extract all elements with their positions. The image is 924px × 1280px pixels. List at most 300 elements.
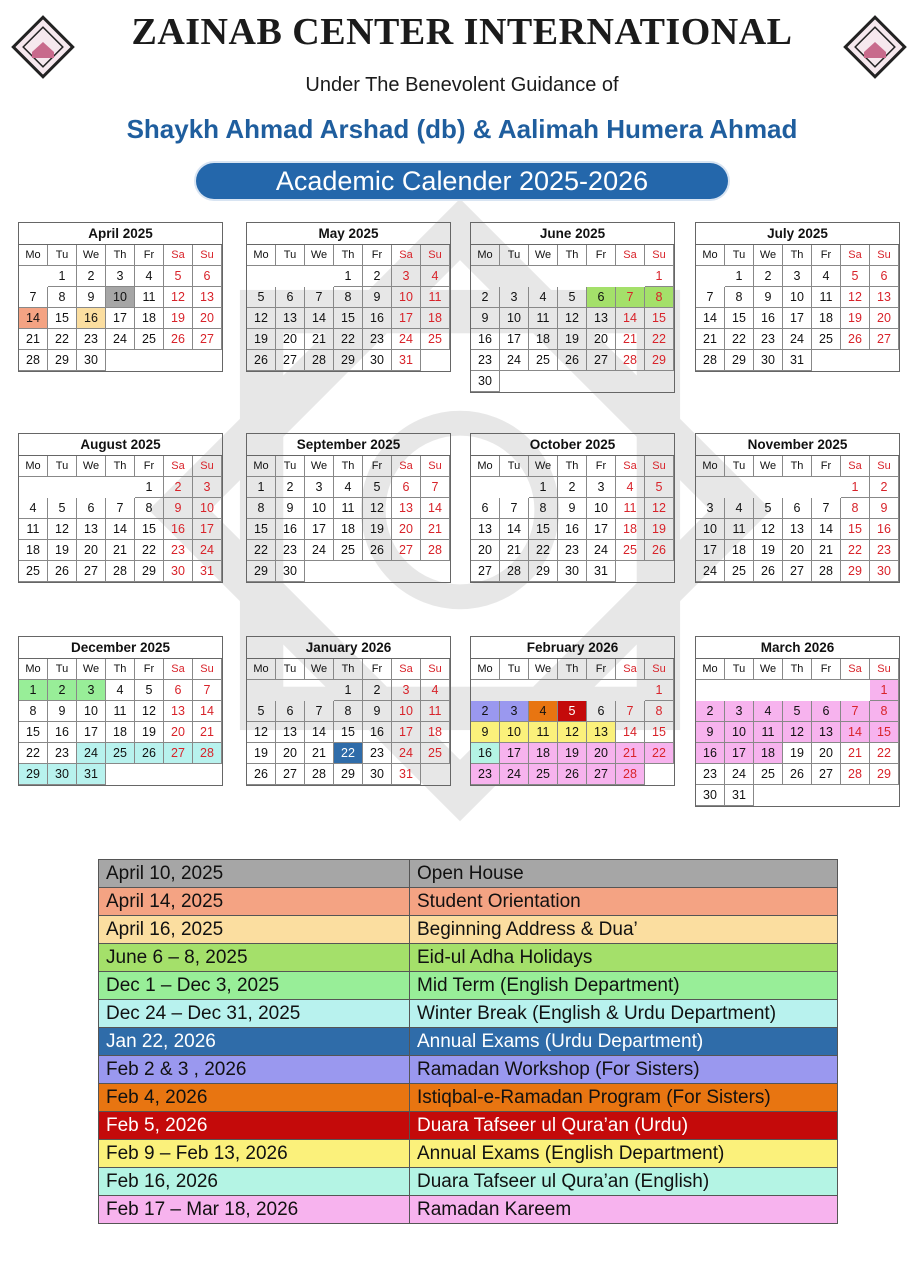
day-cell: 21: [193, 722, 222, 743]
empty-day-cell: [529, 371, 558, 392]
event-date: Feb 17 – Mar 18, 2026: [99, 1196, 410, 1224]
weekday-header: Sa: [841, 245, 870, 266]
empty-day-cell: [645, 561, 674, 582]
empty-day-cell: [558, 371, 587, 392]
day-cell: 21: [696, 329, 725, 350]
day-cell: 18: [19, 540, 48, 561]
day-cell: 8: [135, 498, 164, 519]
day-cell: 11: [421, 701, 450, 722]
day-cell: 30: [558, 561, 587, 582]
day-cell: 10: [193, 498, 222, 519]
day-cell: 5: [164, 266, 193, 287]
day-cell: 7: [696, 287, 725, 308]
day-cell: 5: [558, 287, 587, 308]
day-cell: 3: [305, 477, 334, 498]
event-date: Dec 1 – Dec 3, 2025: [99, 972, 410, 1000]
day-cell: 22: [841, 540, 870, 561]
day-cell: 2: [276, 477, 305, 498]
weekday-header: We: [77, 659, 106, 680]
day-cell: 21: [616, 329, 645, 350]
day-cell: 5: [645, 477, 674, 498]
day-cell: 7: [193, 680, 222, 701]
event-name: Mid Term (English Department): [410, 972, 838, 1000]
empty-day-cell: [587, 680, 616, 701]
day-cell: 29: [48, 350, 77, 371]
empty-day-cell: [558, 266, 587, 287]
event-row: [99, 916, 838, 944]
day-cell: 6: [276, 287, 305, 308]
day-cell: 19: [363, 519, 392, 540]
day-cell: 2: [870, 477, 899, 498]
day-cell: 1: [247, 477, 276, 498]
empty-day-cell: [841, 350, 870, 371]
day-cell: 27: [587, 764, 616, 785]
day-cell: 31: [392, 350, 421, 371]
day-cell: 2: [363, 266, 392, 287]
day-cell: 18: [421, 308, 450, 329]
day-cell: 8: [645, 287, 674, 308]
day-cell: 18: [334, 519, 363, 540]
day-cell: 10: [500, 722, 529, 743]
day-cell: 24: [193, 540, 222, 561]
weekday-header: Fr: [812, 659, 841, 680]
day-cell: 26: [558, 350, 587, 371]
day-cell: 3: [106, 266, 135, 287]
day-cell: 28: [193, 743, 222, 764]
event-row: [99, 972, 838, 1000]
day-cell: 3: [392, 266, 421, 287]
weekday-header: Mo: [247, 659, 276, 680]
day-cell: 10: [392, 701, 421, 722]
weekday-header: Fr: [363, 659, 392, 680]
weekday-header: We: [305, 659, 334, 680]
event-row: [99, 1140, 838, 1168]
day-cell: 7: [421, 477, 450, 498]
day-cell: 5: [363, 477, 392, 498]
day-cell: 12: [135, 701, 164, 722]
day-cell: 29: [334, 350, 363, 371]
day-cell: 6: [587, 701, 616, 722]
day-cell: 19: [247, 329, 276, 350]
month-title: October 2025: [471, 434, 674, 456]
day-cell: 20: [587, 743, 616, 764]
day-cell: 22: [247, 540, 276, 561]
day-cell: 27: [392, 540, 421, 561]
day-cell: 9: [471, 722, 500, 743]
weekday-header: Mo: [471, 456, 500, 477]
event-row: [99, 1196, 838, 1224]
month-calendar: [246, 636, 451, 786]
month-title: July 2025: [696, 223, 899, 245]
event-row: [99, 1028, 838, 1056]
day-cell: 20: [276, 743, 305, 764]
day-cell: 24: [500, 764, 529, 785]
day-cell: 9: [471, 308, 500, 329]
weekday-header: Tu: [725, 659, 754, 680]
empty-day-cell: [645, 764, 674, 785]
day-cell: 3: [783, 266, 812, 287]
day-cell: 3: [193, 477, 222, 498]
day-cell: 12: [247, 308, 276, 329]
day-cell: 1: [48, 266, 77, 287]
event-date: Jan 22, 2026: [99, 1028, 410, 1056]
day-cell: 3: [500, 287, 529, 308]
day-cell: 25: [529, 350, 558, 371]
day-cell: 13: [783, 519, 812, 540]
day-cell: 14: [812, 519, 841, 540]
day-cell: 14: [696, 308, 725, 329]
day-cell: 26: [783, 764, 812, 785]
day-cell: 11: [529, 308, 558, 329]
day-cell: 19: [164, 308, 193, 329]
day-cell: 8: [334, 701, 363, 722]
day-cell: 26: [841, 329, 870, 350]
empty-day-cell: [754, 477, 783, 498]
weekday-header: Mo: [471, 659, 500, 680]
empty-day-cell: [363, 561, 392, 582]
weekday-header: Su: [870, 245, 899, 266]
day-cell: 22: [334, 743, 363, 764]
day-cell: 12: [754, 519, 783, 540]
weekday-header: Su: [870, 456, 899, 477]
event-name: Annual Exams (English Department): [410, 1140, 838, 1168]
day-cell: 20: [812, 743, 841, 764]
day-cell: 18: [754, 743, 783, 764]
month-title: January 2026: [247, 637, 450, 659]
weekday-header: Sa: [616, 659, 645, 680]
day-cell: 4: [334, 477, 363, 498]
day-cell: 25: [754, 764, 783, 785]
weekday-header: Th: [558, 245, 587, 266]
day-cell: 23: [77, 329, 106, 350]
month-title: June 2025: [471, 223, 674, 245]
day-cell: 16: [870, 519, 899, 540]
month-calendar: [470, 636, 675, 786]
event-date: Feb 2 & 3 , 2026: [99, 1056, 410, 1084]
weekday-header: Su: [870, 659, 899, 680]
day-cell: 18: [616, 519, 645, 540]
day-cell: 23: [363, 743, 392, 764]
day-cell: 14: [616, 308, 645, 329]
day-cell: 27: [812, 764, 841, 785]
day-cell: 13: [193, 287, 222, 308]
day-cell: 11: [135, 287, 164, 308]
day-cell: 21: [305, 329, 334, 350]
day-cell: 13: [276, 308, 305, 329]
weekday-header: Fr: [135, 659, 164, 680]
day-cell: 27: [276, 764, 305, 785]
day-cell: 22: [645, 743, 674, 764]
day-cell: 1: [529, 477, 558, 498]
day-cell: 3: [77, 680, 106, 701]
month-calendar: [246, 433, 451, 583]
day-cell: 4: [421, 680, 450, 701]
weekday-header: Su: [421, 659, 450, 680]
day-cell: 25: [421, 329, 450, 350]
day-cell: 20: [870, 308, 899, 329]
month-calendar: [18, 433, 223, 583]
day-cell: 20: [471, 540, 500, 561]
event-date: Feb 16, 2026: [99, 1168, 410, 1196]
day-cell: 22: [48, 329, 77, 350]
day-cell: 4: [754, 701, 783, 722]
day-cell: 29: [870, 764, 899, 785]
event-date: April 10, 2025: [99, 860, 410, 888]
weekday-header: Th: [783, 659, 812, 680]
day-cell: 12: [558, 722, 587, 743]
event-row: [99, 1000, 838, 1028]
day-cell: 31: [193, 561, 222, 582]
empty-day-cell: [783, 680, 812, 701]
day-cell: 9: [558, 498, 587, 519]
day-cell: 8: [645, 701, 674, 722]
day-cell: 11: [421, 287, 450, 308]
day-cell: 14: [193, 701, 222, 722]
day-cell: 3: [392, 680, 421, 701]
event-name: Winter Break (English & Urdu Department): [410, 1000, 838, 1028]
day-cell: 11: [725, 519, 754, 540]
day-cell: 7: [500, 498, 529, 519]
day-cell: 16: [471, 743, 500, 764]
day-cell: 13: [870, 287, 899, 308]
empty-day-cell: [587, 371, 616, 392]
day-cell: 19: [645, 519, 674, 540]
day-cell: 18: [529, 329, 558, 350]
weekday-header: Fr: [587, 456, 616, 477]
day-cell: 29: [247, 561, 276, 582]
day-cell: 11: [754, 722, 783, 743]
day-cell: 4: [529, 287, 558, 308]
day-cell: 6: [77, 498, 106, 519]
weekday-header: We: [77, 245, 106, 266]
day-cell: 5: [135, 680, 164, 701]
day-cell: 2: [696, 701, 725, 722]
day-cell: 30: [164, 561, 193, 582]
day-cell: 21: [500, 540, 529, 561]
day-cell: 16: [48, 722, 77, 743]
day-cell: 3: [500, 701, 529, 722]
empty-day-cell: [421, 764, 450, 785]
day-cell: 17: [500, 329, 529, 350]
day-cell: 20: [392, 519, 421, 540]
day-cell: 16: [363, 722, 392, 743]
weekday-header: Mo: [19, 456, 48, 477]
event-row: [99, 1168, 838, 1196]
day-cell: 24: [696, 561, 725, 582]
day-cell: 21: [19, 329, 48, 350]
day-cell: 7: [841, 701, 870, 722]
weekday-header: Mo: [19, 245, 48, 266]
day-cell: 20: [77, 540, 106, 561]
empty-day-cell: [106, 477, 135, 498]
day-cell: 17: [725, 743, 754, 764]
day-cell: 5: [247, 701, 276, 722]
day-cell: 18: [135, 308, 164, 329]
empty-day-cell: [305, 561, 334, 582]
month-title: September 2025: [247, 434, 450, 456]
day-cell: 11: [19, 519, 48, 540]
day-cell: 14: [106, 519, 135, 540]
day-cell: 20: [783, 540, 812, 561]
watermark-emblem: [150, 190, 770, 830]
day-cell: 15: [529, 519, 558, 540]
day-cell: 25: [334, 540, 363, 561]
weekday-header: We: [529, 456, 558, 477]
day-cell: 21: [841, 743, 870, 764]
empty-day-cell: [164, 350, 193, 371]
day-cell: 4: [529, 701, 558, 722]
day-cell: 18: [529, 743, 558, 764]
day-cell: 31: [587, 561, 616, 582]
day-cell: 15: [19, 722, 48, 743]
day-cell: 4: [19, 498, 48, 519]
month-calendar: [246, 222, 451, 372]
day-cell: 9: [77, 287, 106, 308]
weekday-header: Th: [106, 456, 135, 477]
weekday-header: Mo: [19, 659, 48, 680]
calendar-banner: Academic Calender 2025-2026: [196, 163, 728, 199]
day-cell: 16: [471, 329, 500, 350]
day-cell: 6: [392, 477, 421, 498]
day-cell: 7: [616, 287, 645, 308]
day-cell: 23: [471, 764, 500, 785]
day-cell: 29: [19, 764, 48, 785]
empty-day-cell: [725, 680, 754, 701]
day-cell: 6: [164, 680, 193, 701]
day-cell: 2: [48, 680, 77, 701]
day-cell: 23: [363, 329, 392, 350]
empty-day-cell: [812, 350, 841, 371]
weekday-header: Su: [193, 245, 222, 266]
event-row: [99, 860, 838, 888]
day-cell: 29: [529, 561, 558, 582]
weekday-header: Fr: [135, 456, 164, 477]
day-cell: 12: [841, 287, 870, 308]
day-cell: 2: [754, 266, 783, 287]
weekday-header: Fr: [135, 245, 164, 266]
day-cell: 28: [305, 764, 334, 785]
weekday-header: Th: [106, 245, 135, 266]
day-cell: 6: [471, 498, 500, 519]
day-cell: 26: [754, 561, 783, 582]
event-date: June 6 – 8, 2025: [99, 944, 410, 972]
month-calendar: [18, 636, 223, 786]
weekday-header: Su: [421, 245, 450, 266]
day-cell: 8: [48, 287, 77, 308]
day-cell: 9: [276, 498, 305, 519]
day-cell: 15: [645, 722, 674, 743]
day-cell: 24: [77, 743, 106, 764]
day-cell: 12: [558, 308, 587, 329]
day-cell: 20: [276, 329, 305, 350]
month-calendar: [470, 222, 675, 393]
event-name: Duara Tafseer ul Qura’an (English): [410, 1168, 838, 1196]
day-cell: 22: [334, 329, 363, 350]
weekday-header: Sa: [164, 659, 193, 680]
weekday-header: Sa: [164, 456, 193, 477]
day-cell: 30: [696, 785, 725, 806]
day-cell: 26: [135, 743, 164, 764]
day-cell: 14: [19, 308, 48, 329]
empty-day-cell: [870, 785, 899, 806]
day-cell: 16: [363, 308, 392, 329]
empty-day-cell: [276, 680, 305, 701]
day-cell: 15: [334, 308, 363, 329]
weekday-header: We: [529, 659, 558, 680]
day-cell: 1: [645, 680, 674, 701]
day-cell: 22: [19, 743, 48, 764]
day-cell: 21: [812, 540, 841, 561]
day-cell: 20: [587, 329, 616, 350]
day-cell: 24: [587, 540, 616, 561]
day-cell: 13: [587, 308, 616, 329]
day-cell: 20: [193, 308, 222, 329]
day-cell: 6: [587, 287, 616, 308]
weekday-header: Mo: [696, 245, 725, 266]
weekday-header: Fr: [587, 659, 616, 680]
day-cell: 4: [616, 477, 645, 498]
month-calendar: [18, 222, 223, 372]
weekday-header: Th: [783, 245, 812, 266]
day-cell: 8: [870, 701, 899, 722]
day-cell: 14: [841, 722, 870, 743]
day-cell: 19: [48, 540, 77, 561]
day-cell: 9: [870, 498, 899, 519]
month-title: March 2026: [696, 637, 899, 659]
day-cell: 26: [558, 764, 587, 785]
weekday-header: Tu: [276, 245, 305, 266]
empty-day-cell: [193, 764, 222, 785]
day-cell: 8: [529, 498, 558, 519]
day-cell: 9: [696, 722, 725, 743]
empty-day-cell: [558, 680, 587, 701]
weekday-header: Su: [421, 456, 450, 477]
weekday-header: Sa: [392, 456, 421, 477]
empty-day-cell: [421, 350, 450, 371]
day-cell: 14: [421, 498, 450, 519]
day-cell: 8: [334, 287, 363, 308]
day-cell: 8: [841, 498, 870, 519]
day-cell: 3: [587, 477, 616, 498]
event-row: [99, 1112, 838, 1140]
day-cell: 15: [645, 308, 674, 329]
weekday-header: We: [754, 456, 783, 477]
event-name: Istiqbal-e-Ramadan Program (For Sisters): [410, 1084, 838, 1112]
event-name: Student Orientation: [410, 888, 838, 916]
weekday-header: Sa: [392, 245, 421, 266]
day-cell: 30: [363, 764, 392, 785]
empty-day-cell: [812, 680, 841, 701]
day-cell: 16: [77, 308, 106, 329]
day-cell: 6: [870, 266, 899, 287]
empty-day-cell: [19, 477, 48, 498]
day-cell: 22: [870, 743, 899, 764]
day-cell: 26: [48, 561, 77, 582]
weekday-header: We: [305, 456, 334, 477]
day-cell: 21: [305, 743, 334, 764]
weekday-header: Fr: [812, 245, 841, 266]
empty-day-cell: [77, 477, 106, 498]
day-cell: 28: [500, 561, 529, 582]
day-cell: 4: [812, 266, 841, 287]
empty-day-cell: [841, 785, 870, 806]
day-cell: 14: [305, 308, 334, 329]
day-cell: 17: [696, 540, 725, 561]
day-cell: 1: [645, 266, 674, 287]
day-cell: 13: [164, 701, 193, 722]
day-cell: 13: [812, 722, 841, 743]
empty-day-cell: [645, 371, 674, 392]
